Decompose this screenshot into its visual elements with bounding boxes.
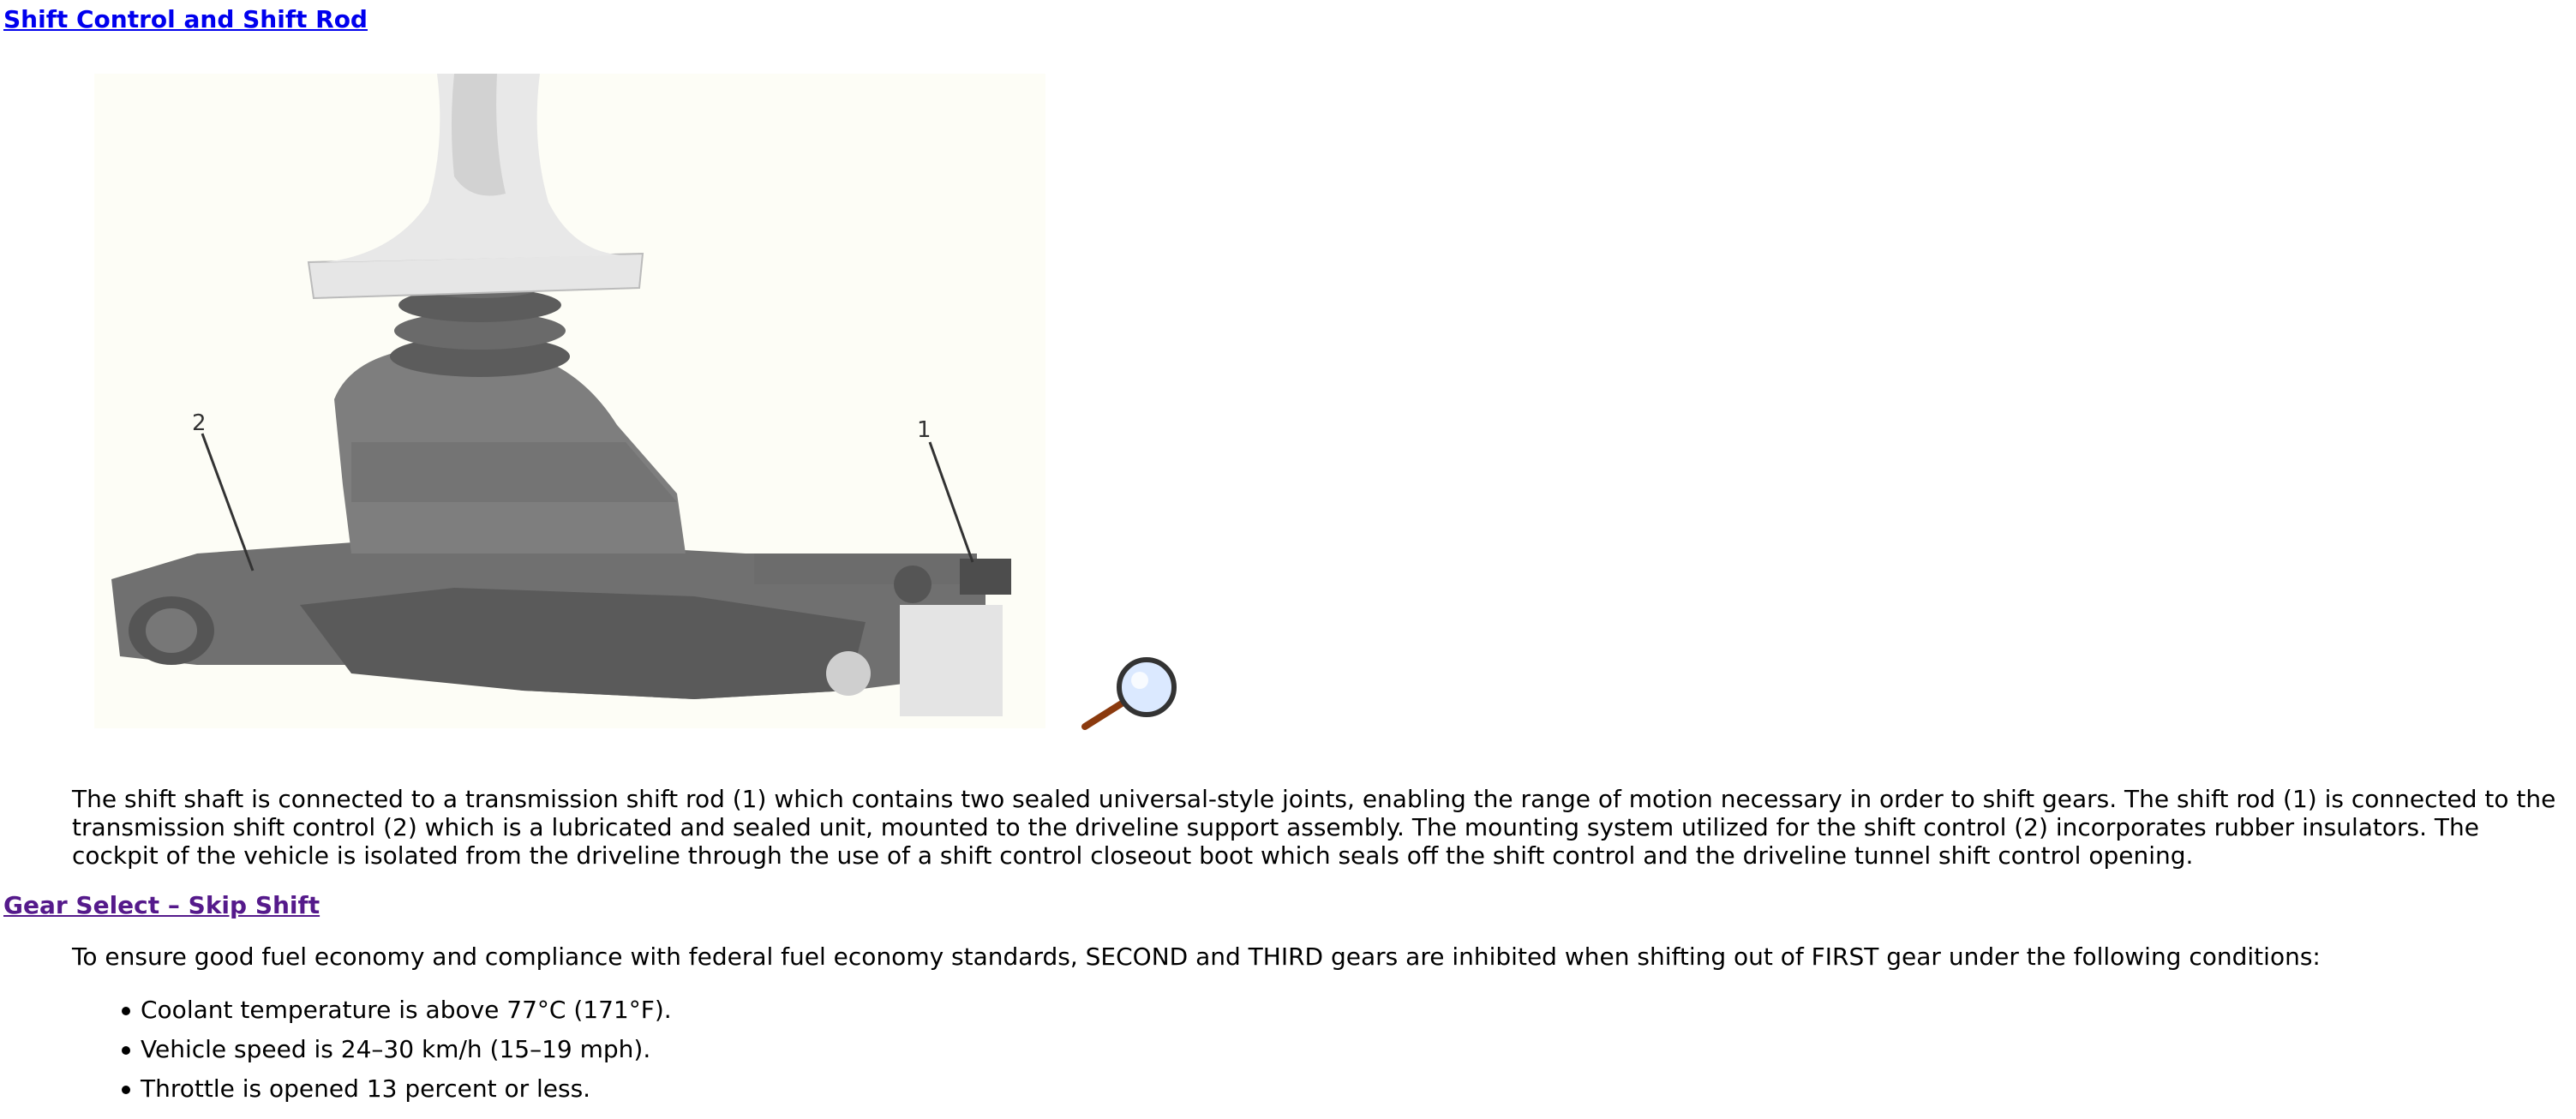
list-item: Throttle is opened 13 percent or less.: [72, 1069, 672, 1109]
skip-shift-description: To ensure good fuel economy and compliance with federal fuel economy standards, SECOND and THIRD gears are inhibited when shifting out of FIRST gear under the following conditions:: [72, 942, 2321, 971]
list-item: Vehicle speed is 24–30 km/h (15–19 mph).: [72, 1030, 672, 1069]
section-title-shift-control-link[interactable]: Shift Control and Shift Rod: [3, 5, 368, 33]
magnifier-zoom-icon[interactable]: [1078, 655, 1184, 733]
callout-1: 1: [917, 417, 932, 443]
list-item: Coolant temperature is above 77°C (171°F).: [72, 990, 672, 1030]
callout-2: 2: [192, 410, 207, 436]
section-title-skip-shift-link[interactable]: Gear Select – Skip Shift: [3, 891, 321, 919]
bullet-icon: [122, 1046, 130, 1055]
shift-control-illustration: [94, 74, 1045, 728]
shift-control-description: The shift shaft is connected to a transmission shift rod (1) which contains two sealed universal-style joints, enabling the range of motion necessary in order to shift gears. The shift rod (1) is connected to the transmission shift control (2) which is a lubricated and sealed unit, mounted to the driveline support assembly. The mounting system utilized for the shift control (2) incorporates rubber insulators. The cockpit of the vehicle is isolated from the driveline through the use of a shift control closeout boot which seals off the shift control and the driveline tunnel shift control opening.: [72, 785, 2556, 870]
bullet-icon: [122, 1007, 130, 1015]
skip-shift-conditions-list: [72, 990, 672, 1109]
bullet-icon: [122, 1086, 130, 1094]
